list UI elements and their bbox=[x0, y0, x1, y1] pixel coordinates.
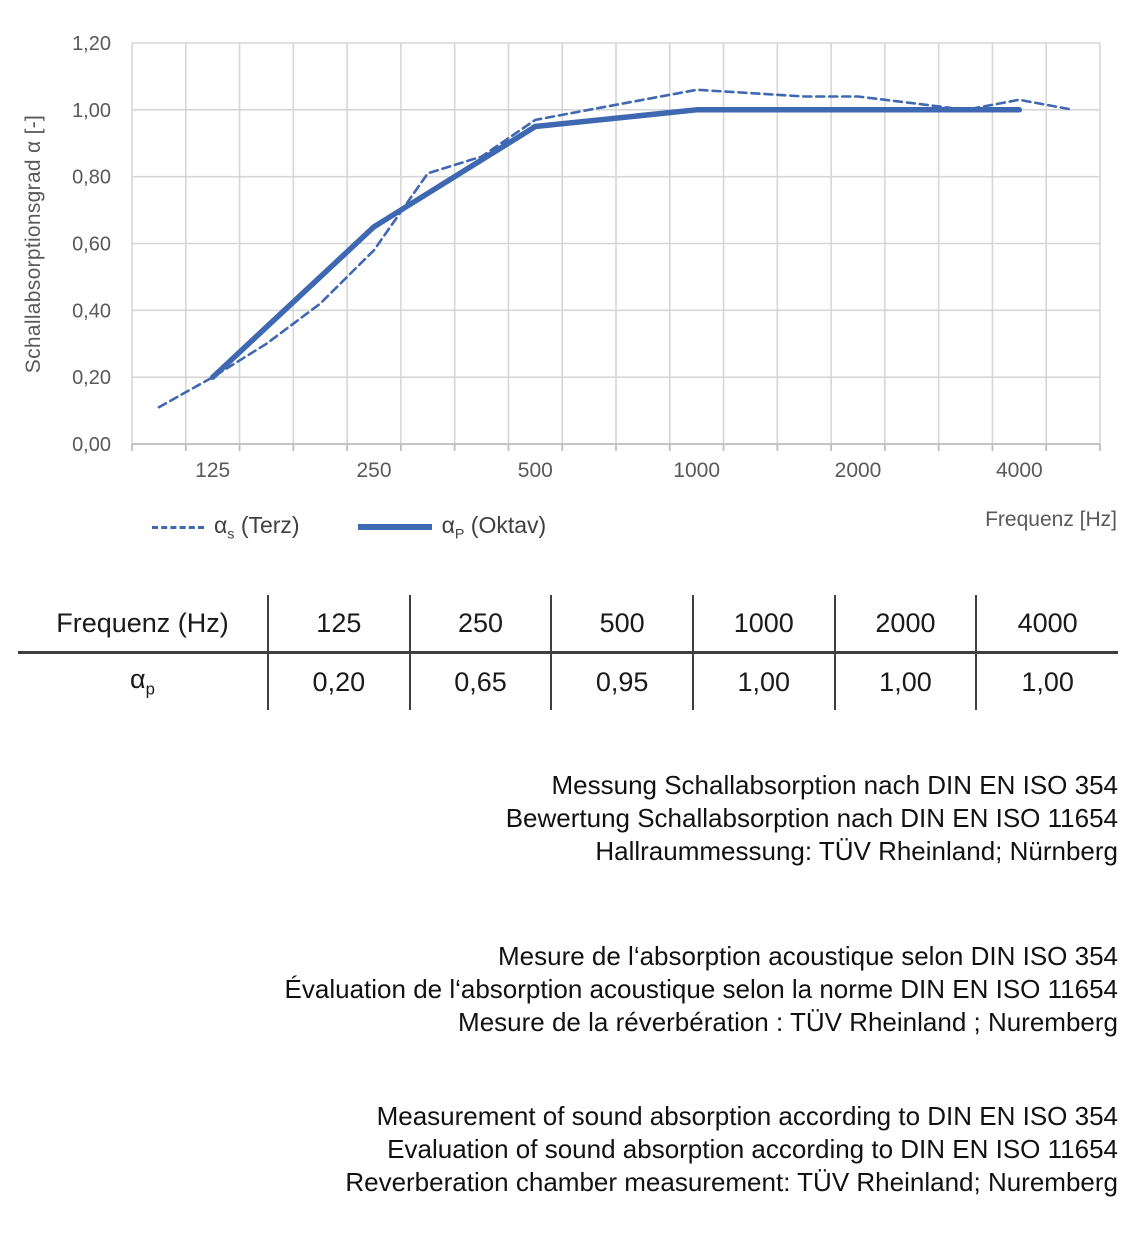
note-line: Évaluation de l‘absorption acoustique selon la norme DIN EN ISO 11654 bbox=[284, 974, 1118, 1004]
table-header-500: 500 bbox=[551, 595, 693, 653]
svg-text:250: 250 bbox=[356, 459, 392, 482]
note-line: Measurement of sound absorption according to DIN EN ISO 354 bbox=[376, 1101, 1118, 1131]
note-line: Mesure de l‘absorption acoustique selon DIN ISO 354 bbox=[497, 941, 1118, 971]
note-line: Mesure de la réverbération : TÜV Rheinland ; Nuremberg bbox=[458, 1007, 1118, 1037]
chart-legend bbox=[152, 512, 546, 543]
table-row-alpha-p bbox=[18, 653, 1118, 711]
table-cell: 0,65 bbox=[410, 653, 552, 711]
frequency-table bbox=[18, 595, 1118, 710]
note-line: Messung Schallabsorption nach DIN EN ISO 354 bbox=[551, 770, 1118, 800]
notes-english bbox=[0, 1100, 1118, 1199]
legend-item-terz bbox=[152, 512, 300, 543]
table-cell: 1,00 bbox=[693, 653, 835, 711]
legend-item-oktav bbox=[358, 512, 547, 543]
table-cell: 0,20 bbox=[268, 653, 410, 711]
note-line: Bewertung Schallabsorption nach DIN EN ISO 11654 bbox=[505, 803, 1118, 833]
svg-text:1,20: 1,20 bbox=[72, 33, 111, 55]
table-header-250: 250 bbox=[410, 595, 552, 653]
chart-plot bbox=[0, 0, 1135, 490]
x-axis-title: Frequenz [Hz] bbox=[985, 508, 1117, 531]
svg-text:0,20: 0,20 bbox=[72, 367, 111, 390]
table-cell: 1,00 bbox=[976, 653, 1118, 711]
table-header-4000: 4000 bbox=[976, 595, 1118, 653]
svg-text:2000: 2000 bbox=[834, 459, 882, 482]
solid-line-swatch bbox=[358, 524, 432, 530]
notes-german bbox=[0, 769, 1118, 868]
svg-text:125: 125 bbox=[195, 459, 231, 482]
svg-text:500: 500 bbox=[517, 459, 553, 482]
note-line: Evaluation of sound absorption according to DIN EN ISO 11654 bbox=[387, 1134, 1118, 1164]
y-axis-title: Schallabsorptionsgrad α [-] bbox=[22, 114, 45, 374]
table-cell: 1,00 bbox=[835, 653, 977, 711]
note-line: Hallraummessung: TÜV Rheinland; Nürnberg bbox=[595, 836, 1118, 866]
table-header-1000: 1000 bbox=[693, 595, 835, 653]
svg-text:1000: 1000 bbox=[673, 459, 721, 482]
table-cell: 0,95 bbox=[551, 653, 693, 711]
svg-text:4000: 4000 bbox=[995, 459, 1043, 482]
dashed-line-swatch bbox=[152, 526, 204, 529]
table-header-frequency: Frequenz (Hz) bbox=[56, 607, 229, 638]
legend-label-oktav: $\alpha_P$ (Oktav) bbox=[441, 512, 547, 543]
table-header-125: 125 bbox=[268, 595, 410, 653]
svg-text:0,40: 0,40 bbox=[72, 300, 111, 323]
svg-text:0,00: 0,00 bbox=[72, 434, 111, 456]
svg-text:1,00: 1,00 bbox=[72, 99, 111, 122]
table-header-row bbox=[18, 595, 1118, 653]
note-line: Reverberation chamber measurement: TÜV Rheinland; Nuremberg bbox=[345, 1167, 1118, 1197]
table-header-2000: 2000 bbox=[835, 595, 977, 653]
row-label-alpha-p: $\alpha_p$ bbox=[130, 664, 155, 699]
svg-text:0,60: 0,60 bbox=[72, 233, 111, 256]
absorption-chart bbox=[0, 0, 1135, 560]
notes-french bbox=[0, 940, 1118, 1039]
svg-text:0,80: 0,80 bbox=[72, 166, 111, 189]
legend-label-terz: $\alpha_s$ (Terz) bbox=[214, 512, 300, 543]
